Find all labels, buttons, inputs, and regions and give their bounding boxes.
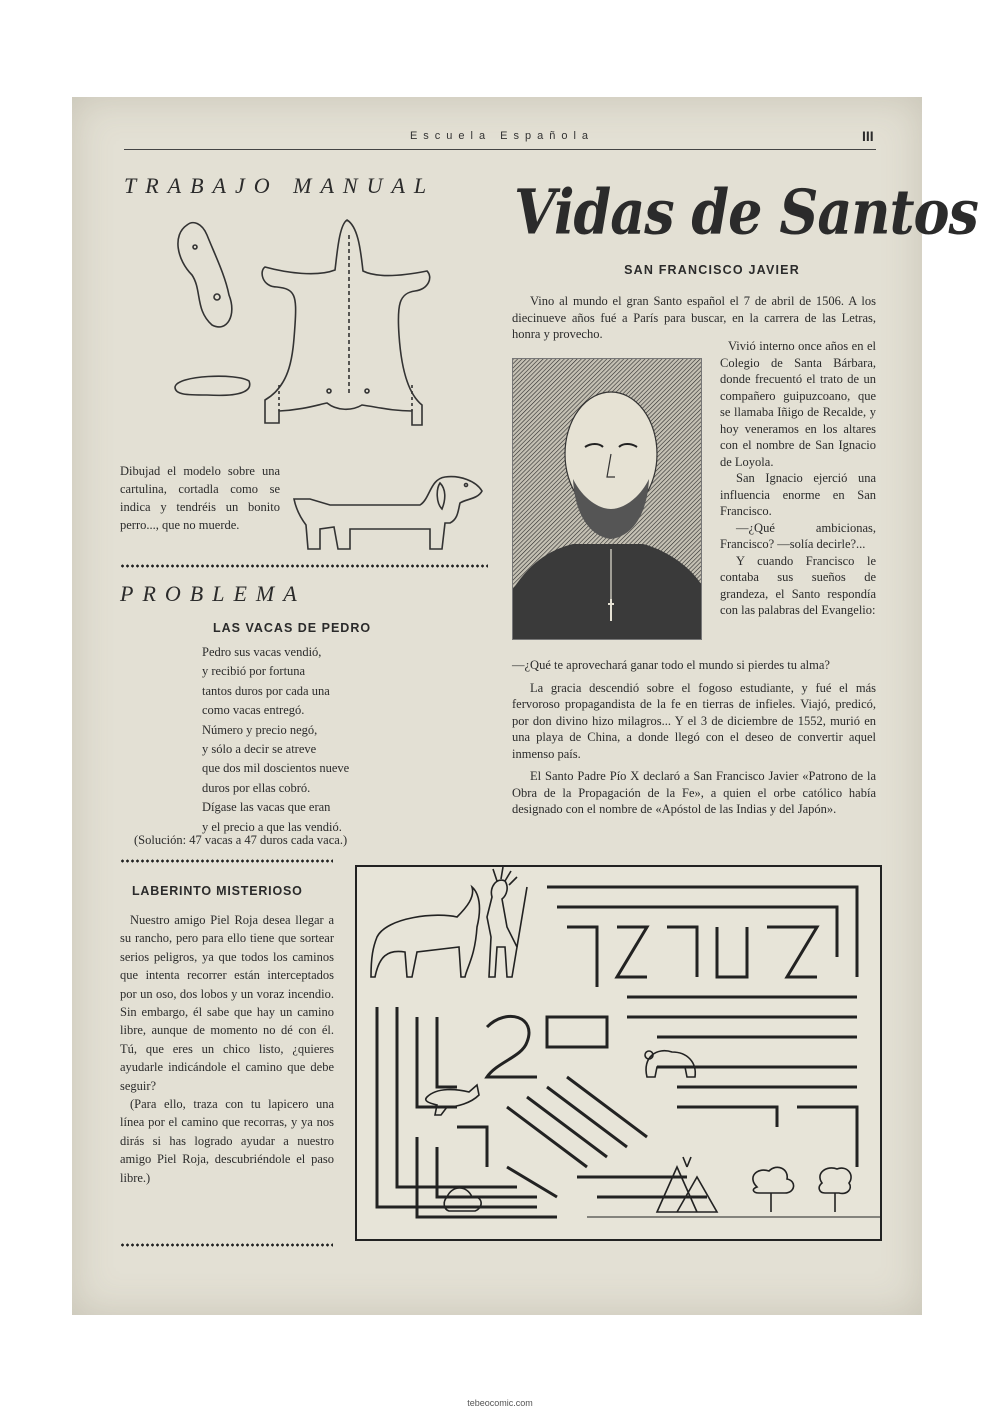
dotted-divider: [120, 564, 488, 568]
problema-subtitle: LAS VACAS DE PEDRO: [213, 621, 372, 635]
trabajo-manual-instructions: Dibujad el modelo sobre una cartulina, cortadla como se indica y tendréis un bonito perro..., que no muerde.: [120, 464, 280, 532]
saint-narrow-column: [720, 338, 876, 619]
saint-paragraph: El Santo Padre Pío X declaró a San Francisco Javier «Patrono de la Obra de la Propagación de la Fe», a quien el orbe católico había designado con el nombre de «Apóstol de las Indias y del Japón».: [512, 769, 876, 816]
poem-verse: tantos duros por cada una: [202, 683, 330, 698]
page-number: III: [862, 128, 874, 144]
poem-verse: duros por ellas cobró.: [202, 780, 311, 795]
poem-verse: Dígase las vacas que eran: [202, 800, 331, 815]
vidas-de-santos-title: Vidas de Santos: [514, 175, 978, 249]
saint-heading: SAN FRANCISCO JAVIER: [624, 263, 800, 277]
publication-title: Escuela Española: [409, 130, 595, 142]
dog-cutout-pattern: [167, 215, 447, 447]
saint-paragraph: Y cuando Francisco le contaba sus sueños de grandeza, el Santo respondía con las palabras del Evangelio:: [720, 553, 876, 617]
saint-main-text: [512, 657, 876, 818]
poem-verse: como vacas entregó.: [202, 703, 305, 718]
saint-paragraph: —¿Qué ambicionas, Francisco? —solía decirle?...: [720, 520, 876, 551]
saint-intro-paragraph: Vino al mundo el gran Santo español el 7 de abril de 1506. A los diecinueve años fué a París para buscar, en la carrera de las Letras, honra y provecho.: [512, 294, 876, 341]
dog-collar-piece: [175, 376, 250, 395]
saint-paragraph: La gracia descendió sobre el fogoso estudiante, y fué el más fervoroso propagandista de la fe en tierras de infieles. Viajó, predicó, por don divino hizo milagros... Y el 3 de diciembre de 1552, murió en una playa de China, a donde llegó con el deseo de convertir aquel inmenso país.: [512, 680, 876, 761]
poem-verse: Pedro sus vacas vendió,: [202, 645, 322, 659]
laberinto-text: [120, 911, 334, 1187]
poem-verse: que dos mil doscientos nueve: [202, 761, 350, 776]
problema-title: PROBLEMA: [120, 581, 306, 606]
poem-verse: y recibió por fortuna: [202, 664, 306, 679]
source-watermark: tebeocomic.com: [467, 1398, 533, 1408]
problema-poem: [202, 643, 422, 837]
saint-intro: [512, 293, 876, 343]
laberinto-paragraph: (Para ello, traza con tu lapicero una línea por el camino que recorras, y ya nos dirás si has logrado ayudar a nuestro amigo Piel Roja, descubriéndole el paso libre.): [120, 1097, 334, 1185]
dog-assembled-drawing: [290, 469, 486, 555]
poem-verse: y el precio a que las vendió.: [202, 819, 342, 834]
dog-head-piece: [178, 223, 232, 327]
poem-verse: y sólo a decir se atreve: [202, 742, 317, 757]
saint-paragraph: Vivió interno once años en el Colegio de Santa Bárbara, donde frecuentó el trato de un compañero guipuzcoano, que se llamaba Iñigo de Recalde, y hoy veneramos en los altares con el nombre de San Ignacio de Loyola.: [720, 339, 876, 469]
saint-portrait-engraving: [512, 358, 702, 640]
dog-body-piece: [262, 220, 430, 425]
trabajo-manual-title: TRABAJO MANUAL: [124, 173, 436, 198]
dotted-divider: [120, 859, 333, 863]
poem-verse: Número y precio negó,: [202, 722, 318, 737]
dotted-divider: [120, 1243, 333, 1247]
header-rule: [124, 149, 876, 150]
saint-paragraph: San Ignacio ejerció una influencia enorme en San Francisco.: [720, 471, 876, 518]
problema-solution: (Solución: 47 vacas a 47 duros cada vaca.): [134, 833, 348, 847]
laberinto-title: LABERINTO MISTERIOSO: [132, 884, 303, 898]
magazine-page: [72, 97, 978, 1315]
laberinto-paragraph: Nuestro amigo Piel Roja desea llegar a su rancho, pero para ello tiene que sortear serios peligros, ya que todos los caminos que intenta recorrer están interceptados por un oso, dos lobos y un voraz incendio. Sin embargo, él sabe que hay un camino libre, aunque de momento no dé con él. Tú, que eres un chico listo, ¿quieres ayudarle indicándole el camino que debe seguir?: [120, 913, 334, 1093]
saint-quote: —¿Qué te aprovechará ganar todo el mundo si pierdes tu alma?: [512, 658, 830, 672]
maze-illustration: [355, 865, 882, 1241]
